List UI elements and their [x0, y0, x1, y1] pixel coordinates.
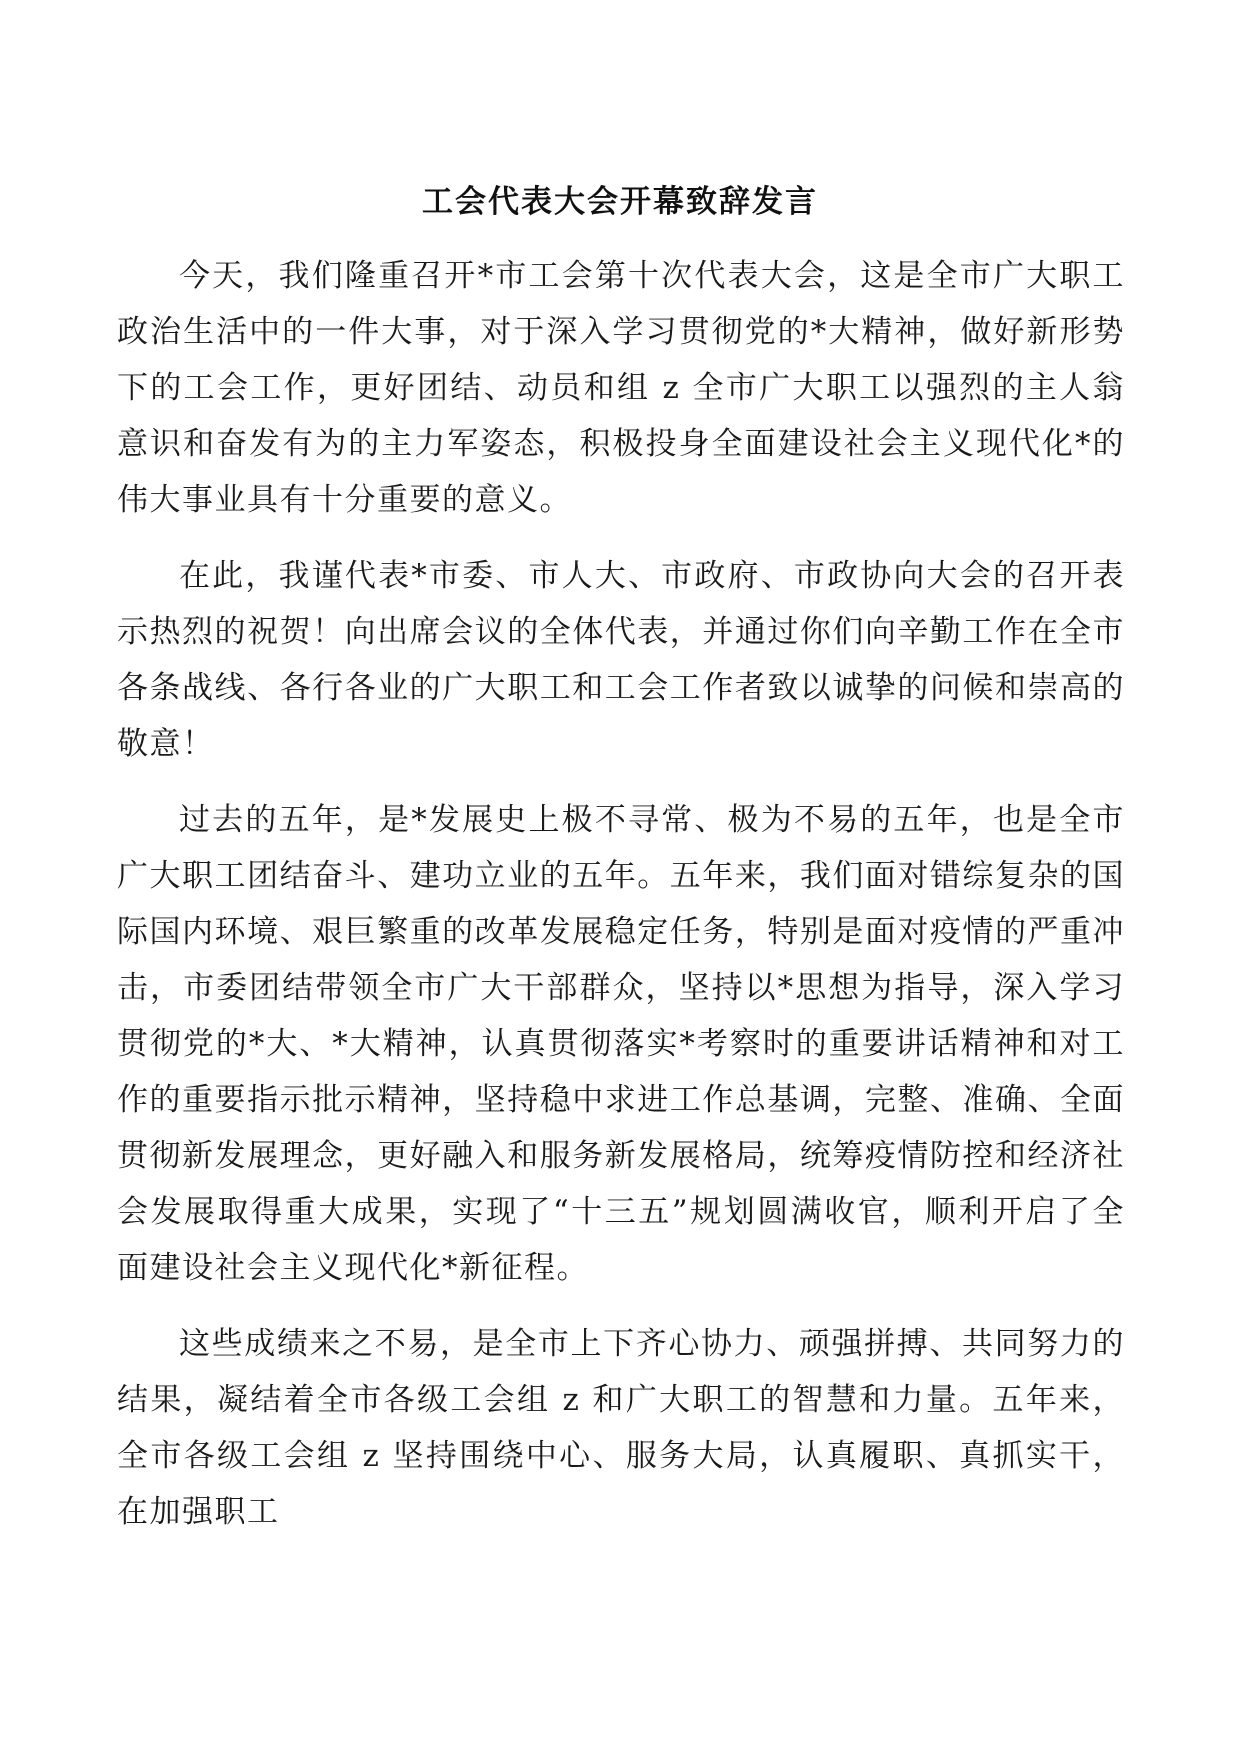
paragraph-3: 过去的五年，是*发展史上极不寻常、极为不易的五年，也是全市广大职工团结奋斗、建功立业的五年。五年来，我们面对错综复杂的国际国内环境、艰巨繁重的改革发展稳定任务，特别是面对疫情的严重冲击，市委团结带领全市广大干部群众，坚持以*思想为指导，深入学习贯彻党的*大、*大精神，认真贯彻落实*考察时的重要讲话精神和对工作的重要指示批示精神，坚持稳中求进工作总基调，完整、准确、全面贯彻新发展理念，更好融入和服务新发展格局，统筹疫情防控和经济社会发展取得重大成果，实现了“十三五”规划圆满收官，顺利开启了全面建设社会主义现代化*新征程。 [117, 802, 1125, 1286]
document-body [117, 248, 1125, 1560]
document-title: 工会代表大会开幕致辞发言 [422, 184, 818, 220]
paragraph-2: 在此，我谨代表*市委、市人大、市政府、市政协向大会的召开表示热烈的祝贺！向出席会议的全体代表，并通过你们向辛勤工作在全市各条战线、各行各业的广大职工和工会工作者致以诚挚的问候和崇高的敬意！ [117, 558, 1125, 762]
paragraph-1: 今天，我们隆重召开*市工会第十次代表大会，这是全市广大职工政治生活中的一件大事，对于深入学习贯彻党的*大精神，做好新形势下的工会工作，更好团结、动员和组 z 全市广大职工以强烈的主人翁意识和奋发有为的主力军姿态，积极投身全面建设社会主义现代化*的伟大事业具有十分重要的意义。 [117, 258, 1125, 518]
paragraph-4: 这些成绩来之不易，是全市上下齐心协力、顽强拼搏、共同努力的结果，凝结着全市各级工会组 z 和广大职工的智慧和力量。五年来，全市各级工会组 z 坚持围绕中心、服务大局，认真履职、真抓实干，在加强职工 [117, 1326, 1125, 1530]
